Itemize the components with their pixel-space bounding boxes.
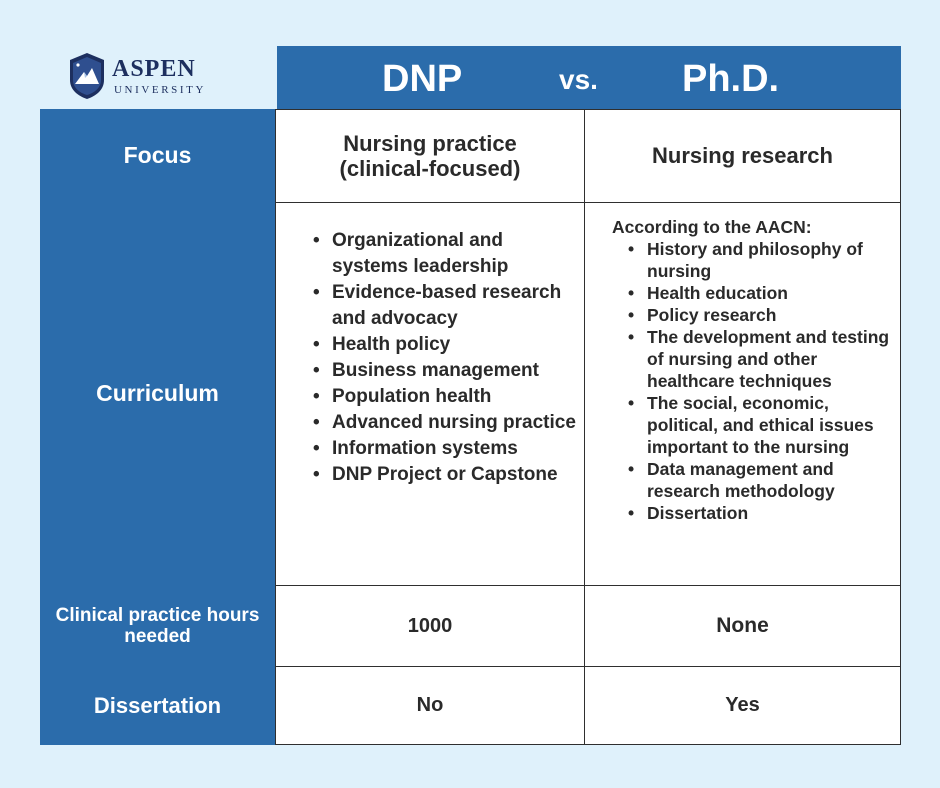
list-item: • Organizational and systems leadership	[312, 228, 582, 280]
header-vs: vs.	[559, 64, 598, 95]
hours-dnp-cell	[276, 586, 584, 666]
row-divider	[276, 202, 900, 203]
dissertation-dnp-cell	[276, 666, 584, 744]
header-phd: Ph.D.	[682, 58, 780, 100]
logo-name: ASPEN	[112, 56, 196, 82]
list-item: • History and philosophy of nursing	[612, 238, 897, 282]
aspen-shield-icon	[68, 52, 106, 100]
curriculum-dnp-cell	[312, 228, 582, 488]
header-dnp: DNP	[382, 58, 463, 100]
list-item: • The social, economic, political, and ethical issues important to the nursing	[612, 392, 897, 458]
list-item: • Health education	[612, 282, 897, 304]
list-item: • Advanced nursing practice	[312, 410, 582, 436]
row-label-clinical-hours: Clinical practice hours needed	[55, 605, 260, 647]
list-item: • Business management	[312, 358, 582, 384]
row-labels-column	[40, 109, 275, 745]
list-item: • Dissertation	[612, 502, 897, 524]
comparison-table	[275, 109, 901, 745]
dissertation-phd-value: Yes	[725, 693, 760, 716]
dissertation-phd-cell	[585, 666, 900, 744]
list-item: • Information systems	[312, 436, 582, 462]
list-item: • Health policy	[312, 332, 582, 358]
curriculum-dnp-list	[312, 228, 582, 488]
row-label-curriculum: Curriculum	[96, 380, 219, 406]
list-item: • The development and testing of nursing and other healthcare techniques	[612, 326, 897, 392]
hours-phd-cell	[585, 586, 900, 666]
aspen-logo	[68, 52, 238, 104]
curriculum-phd-list	[612, 238, 897, 524]
row-label-focus: Focus	[123, 142, 192, 168]
curriculum-phd-intro: According to the AACN:	[612, 217, 812, 237]
focus-phd-text: Nursing research	[652, 143, 833, 168]
dissertation-dnp-value: No	[416, 693, 444, 716]
focus-phd-cell	[585, 110, 900, 202]
list-item: • Data management and research methodology	[612, 458, 897, 502]
list-item: • Evidence-based research and advocacy	[312, 280, 582, 332]
list-item: • DNP Project or Capstone	[312, 462, 582, 488]
focus-dnp-text: Nursing practice (clinical-focused)	[339, 131, 521, 181]
comparison-header	[277, 46, 901, 109]
curriculum-phd-cell	[612, 216, 897, 524]
logo-subtitle: UNIVERSITY	[114, 84, 206, 96]
hours-dnp-value: 1000	[407, 614, 453, 637]
list-item: • Policy research	[612, 304, 897, 326]
row-label-dissertation: Dissertation	[93, 693, 222, 718]
focus-dnp-cell	[276, 110, 584, 202]
list-item: • Population health	[312, 384, 582, 410]
hours-phd-value: None	[716, 614, 769, 637]
